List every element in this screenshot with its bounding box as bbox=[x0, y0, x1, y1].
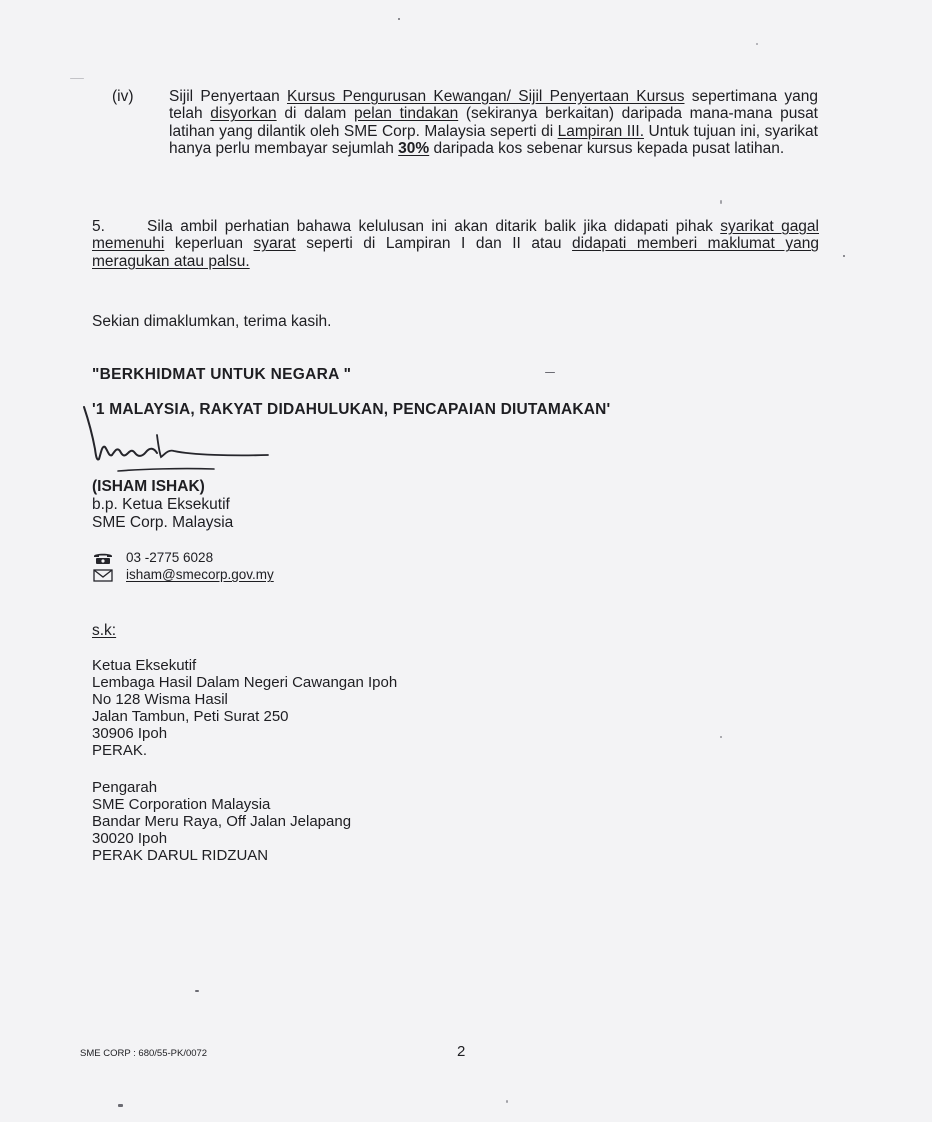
address-line: No 128 Wisma Hasil bbox=[92, 691, 228, 708]
contact-block bbox=[92, 549, 274, 583]
address-line: Jalan Tambun, Peti Surat 250 bbox=[92, 708, 289, 725]
recipient-address-2 bbox=[92, 779, 351, 864]
address-line: PERAK. bbox=[92, 742, 148, 759]
signer-block bbox=[92, 478, 233, 532]
cc-label: s.k: bbox=[92, 622, 117, 639]
list-item-number: (iv) bbox=[112, 88, 134, 105]
underlined-text: Kursus Pengurusan Kewangan/ Sijil Penyertaan Kursus bbox=[286, 88, 685, 105]
scan-speck bbox=[756, 43, 758, 45]
email-link[interactable]: isham@smecorp.gov.my bbox=[126, 567, 274, 582]
list-item-iv bbox=[112, 88, 818, 158]
handwritten-signature bbox=[82, 405, 272, 477]
text-run: Sila ambil perhatian bahawa kelulusan ini akan ditarik balik jika didapati pihak bbox=[147, 218, 721, 235]
motto-line-2: '1 MALAYSIA, RAKYAT DIDAHULUKAN, PENCAPAIAN DIUTAMAKAN' bbox=[92, 401, 611, 418]
address-line: Pengarah bbox=[92, 779, 158, 796]
text-run: sepertimana yang telah bbox=[169, 88, 818, 123]
closing-line: Sekian dimaklumkan, terima kasih. bbox=[92, 313, 332, 330]
phone-number: 03 -2775 6028 bbox=[126, 550, 214, 565]
text-run: Sijil Penyertaan bbox=[169, 88, 287, 105]
address-line: PERAK DARUL RIDZUAN bbox=[92, 847, 269, 864]
contact-email-row bbox=[92, 566, 274, 583]
paragraph-5 bbox=[92, 218, 819, 270]
address-line: 30020 Ipoh bbox=[92, 830, 168, 847]
telephone-icon bbox=[92, 551, 114, 565]
list-item-body bbox=[169, 88, 818, 158]
text-run: keperluan bbox=[164, 235, 254, 253]
signer-organization: SME Corp. Malaysia bbox=[92, 514, 234, 531]
envelope-icon bbox=[92, 568, 114, 582]
document-reference: SME CORP : 680/55-PK/0072 bbox=[80, 1048, 208, 1059]
paragraph-number: 5. bbox=[92, 218, 105, 235]
underlined-text: Lampiran III. bbox=[557, 122, 645, 140]
address-line: 30906 Ipoh bbox=[92, 725, 168, 742]
underlined-text: syarat bbox=[253, 235, 296, 253]
recipient-address-1 bbox=[92, 657, 397, 759]
text-run: (sekiranya berkaitan) daripada mana-mana pusat latihan yang dilantik oleh SME Corp. Malaysia seperti di bbox=[169, 105, 818, 140]
text-run: di dalam bbox=[276, 105, 354, 123]
page-number: 2 bbox=[457, 1043, 466, 1060]
scan-speck bbox=[843, 255, 845, 257]
contact-phone-row bbox=[92, 549, 274, 566]
address-line: Bandar Meru Raya, Off Jalan Jelapang bbox=[92, 813, 352, 830]
scan-speck bbox=[398, 18, 400, 20]
scan-speck bbox=[70, 78, 84, 79]
signer-title: b.p. Ketua Eksekutif bbox=[92, 496, 230, 513]
motto-line-1: "BERKHIDMAT UNTUK NEGARA " bbox=[92, 366, 352, 383]
underlined-text: didapati memberi maklumat yang meragukan atau palsu. bbox=[92, 235, 819, 270]
underlined-text: pelan tindakan bbox=[353, 105, 459, 123]
underlined-text: syarikat gagal memenuhi bbox=[92, 218, 819, 253]
bold-percentage: 30% bbox=[398, 140, 430, 158]
address-line: Lembaga Hasil Dalam Negeri Cawangan Ipoh bbox=[92, 674, 398, 691]
address-line: SME Corporation Malaysia bbox=[92, 796, 271, 813]
text-run: Untuk tujuan ini, syarikat hanya perlu membayar sejumlah bbox=[169, 122, 818, 158]
scan-speck bbox=[506, 1100, 508, 1103]
scan-speck bbox=[720, 200, 722, 204]
scan-speck bbox=[118, 1104, 123, 1107]
scan-speck bbox=[195, 990, 199, 992]
underlined-text: disyorkan bbox=[210, 105, 277, 123]
scan-speck bbox=[720, 736, 722, 738]
address-line: Ketua Eksekutif bbox=[92, 657, 197, 674]
signer-name: (ISHAM ISHAK) bbox=[92, 478, 205, 495]
scan-speck bbox=[545, 372, 555, 373]
text-run: seperti di Lampiran I dan II atau bbox=[295, 235, 573, 253]
text-run: daripada kos sebenar kursus kepada pusat latihan. bbox=[429, 140, 785, 158]
